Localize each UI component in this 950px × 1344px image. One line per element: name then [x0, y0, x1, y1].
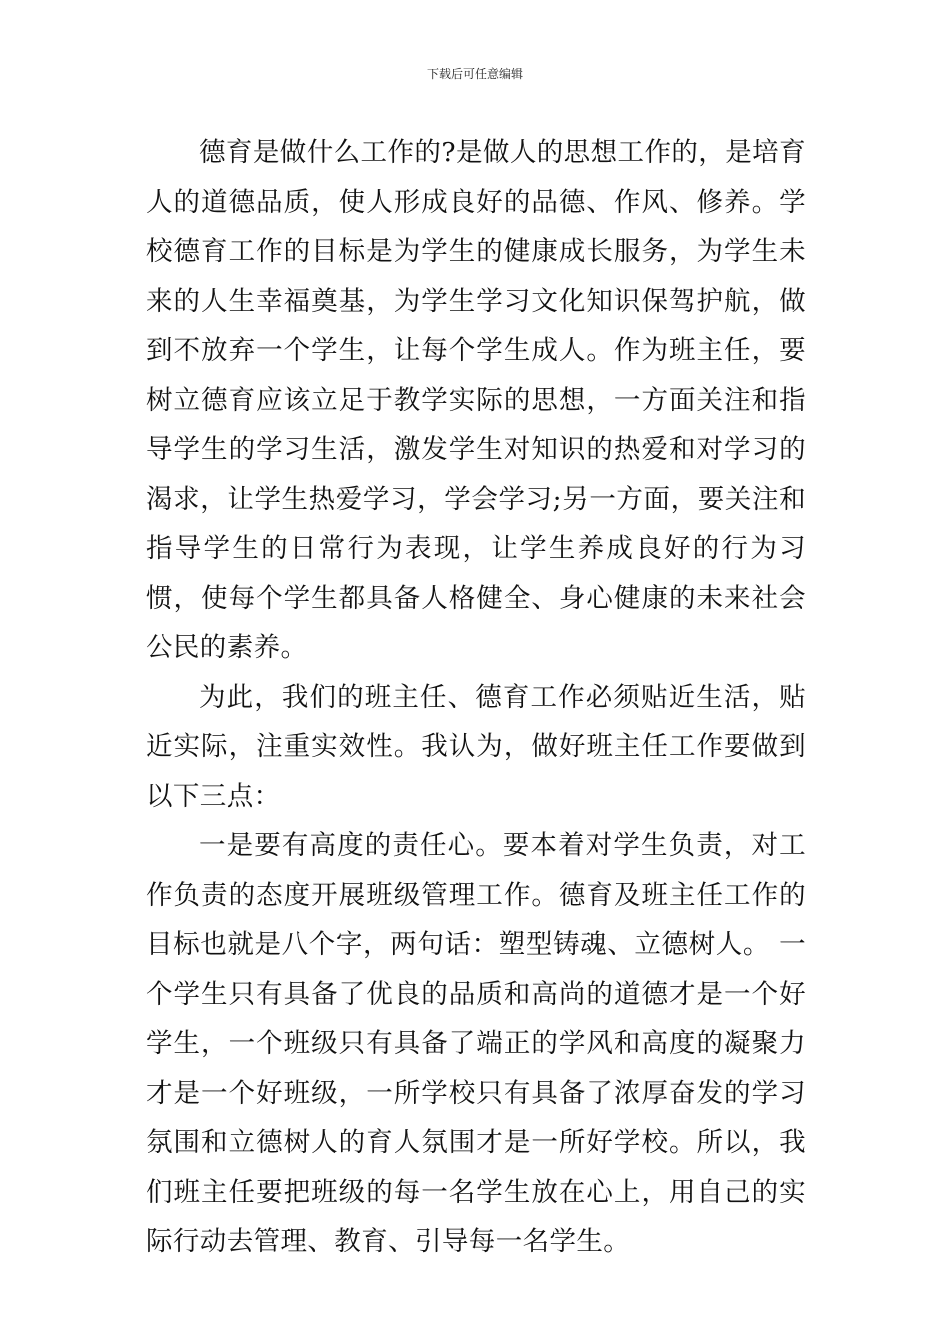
document-body: [146, 128, 806, 1267]
page-header: 下载后可任意编辑: [426, 67, 523, 81]
paragraph-moral-education-purpose: 德育是做什么工作的?是做人的思想工作的，是培育人的道德品质，使人形成良好的品德、作风、修养。学校德育工作的目标是为学生的健康成长服务，为学生未来的人生幸福奠基，为学生学习文化知识保驾护航，做到不放弃一个学生，让每个学生成人。作为班主任，要树立德育应该立足于教学实际的思想，一方面关注和指导学生的学习生活，激发学生对知识的热爱和对学习的渴求，让学生热爱学习，学会学习;另一方面，要关注和指导学生的日常行为表现，让学生养成良好的行为习惯，使每个学生都具备人格健全、身心健康的未来社会公民的素养。: [146, 137, 806, 663]
paragraph-responsibility: 一是要有高度的责任心。要本着对学生负责，对工作负责的态度开展班级管理工作。德育及班主任工作的目标也就是八个字，两句话：塑型铸魂、立德树人。 一个学生只有具备了优良的品质和高尚的道德才是一个好学生，一个班级只有具备了端正的学风和高度的凝聚力才是一个好班级，一所学校只有具备了浓厚奋发的学习氛围和立德树人的育人氛围才是一所好学校。所以，我们班主任要把班级的每一名学生放在心上，用自己的实际行动去管理、教育、引导每一名学生。: [146, 830, 806, 1257]
paragraph-three-points-intro: 为此，我们的班主任、德育工作必须贴近生活，贴近实际，注重实效性。我认为，做好班主任工作要做到以下三点：: [146, 681, 806, 812]
